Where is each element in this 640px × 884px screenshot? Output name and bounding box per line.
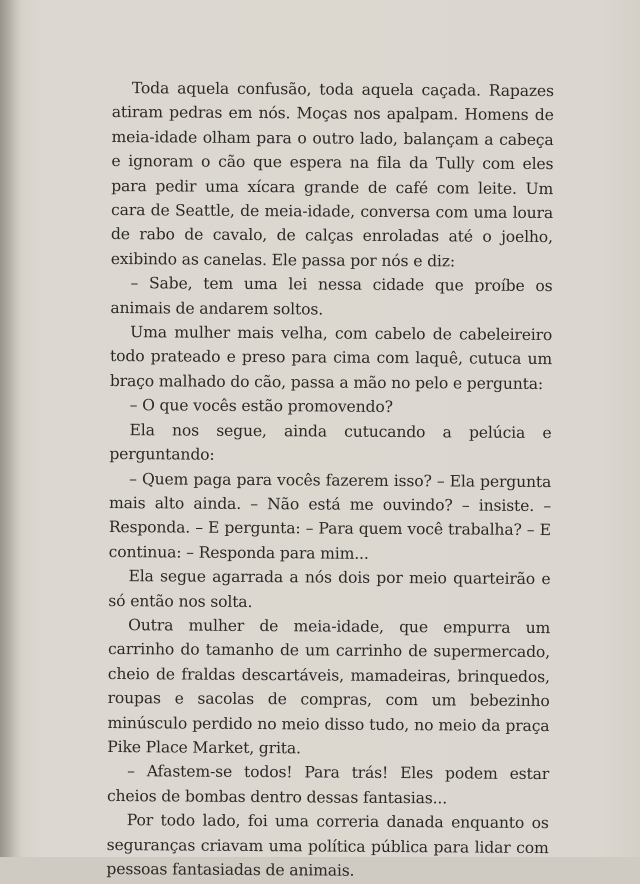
paragraph: Ela segue agarrada a nós dois por meio quarteirão e só então nos solta. [108,567,551,611]
paragraph: Outra mulher de meia-idade, que empurra um carrinho do tamanho de um carrinho de supermercado, cheio de fraldas descartáveis, mamadeiras, brinquedos, roupas e sacolas de compras, com um bebezinho minúsculo perdido no meio disso tudo, no meio da praça Pike Place Market, grita. [107,616,551,758]
paragraph: – O que vocês estão promovendo? [129,396,393,417]
paragraph: Ela nos segue, ainda cutucando a pelúcia e perguntando: [109,420,552,464]
book-gutter-shadow [0,0,22,857]
paragraph: – Sabe, tem uma lei nessa cidade que proíbe os animais de andarem soltos. [110,274,553,319]
paragraph: – Afastem-se todos! Para trás! Eles podem estar cheios de bombas dentro dessas fantasias... [106,762,550,808]
paragraph: Toda aquela confusão, toda aquela caçada. Rapazes atiram pedras em nós. Moças nos apalpam. Homens de meia-idade olham para o outro lado, balançam a cabeça e ignoram o cão que espera na fila da Tully com eles para pedir uma xícara grande de café com leite. Um cara de Seattle, de meia-idade, conversa com uma loura de rabo de cavalo, de calças enroladas até o joelho, exibindo as canelas. Ele passa por nós e diz: [110,79,554,271]
body-text [106,76,554,884]
paragraph: Uma mulher mais velha, com cabelo de cabeleireiro todo prateado e preso para cima com laquê, cutuca um braço malhado do cão, passa a mão no pelo e pergunta: [109,323,553,393]
paragraph: Por todo lado, foi uma correria danada enquanto os seguranças criavam uma política pública para lidar com pessoas fantasiadas de animais. [106,811,549,880]
paragraph: – Quem paga para vocês fazerem isso? – Ela pergunta mais alto ainda. – Não está me ouvindo? – insiste. – Responda. – E pergunta: – Para quem você trabalha? – E continua: – Responda para mim... [108,469,552,563]
